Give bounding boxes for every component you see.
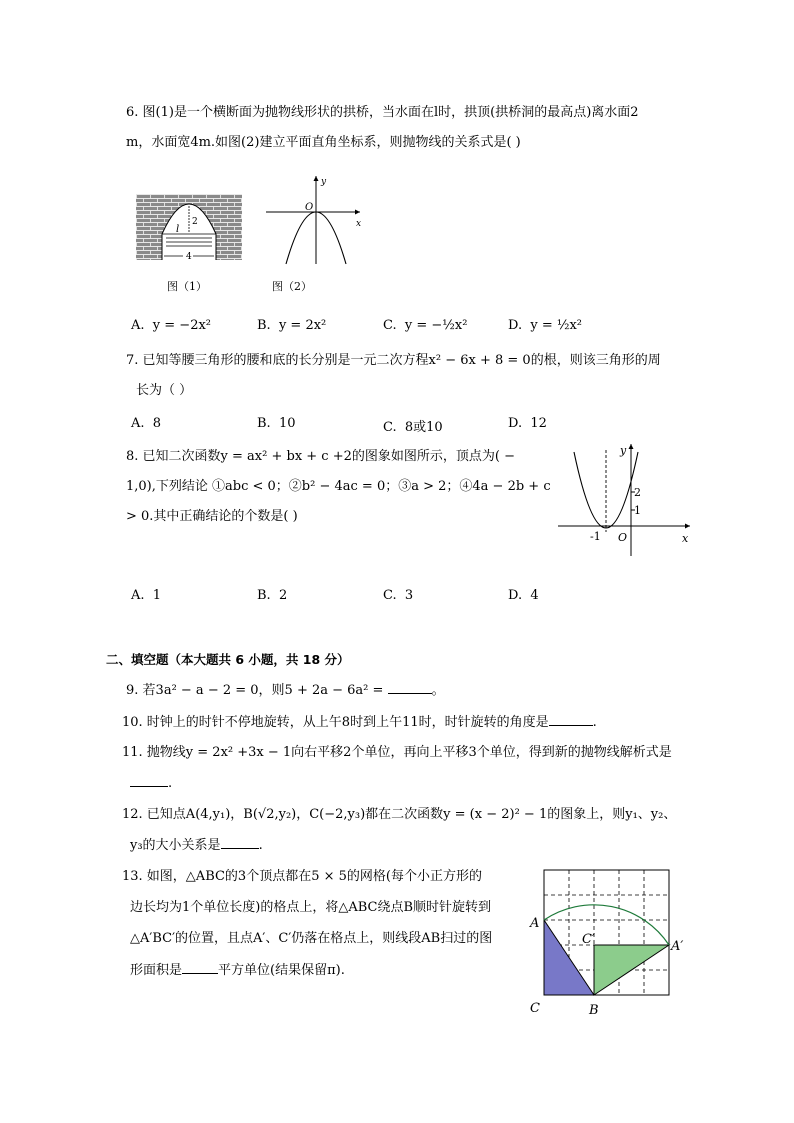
q8-option-d[interactable]: D. 4 xyxy=(508,588,539,603)
q8-number: 8. xyxy=(126,449,139,464)
q7-line1: 7. 已知等腰三角形的腰和底的长分别是一元二次方程x² − 6x + 8 = 0的根，则该三角形的周 xyxy=(126,353,661,368)
q13-line3: △A′BC′的位置，且点A′、C′仍落在格点上，则线段AB扫过的图 xyxy=(130,931,493,946)
q11-line2: . xyxy=(130,774,172,793)
label-a: A xyxy=(530,916,540,931)
q8-option-c[interactable]: C. 3 xyxy=(383,588,414,603)
q8-label-y: y xyxy=(620,444,627,457)
q7-option-b[interactable]: B. 10 xyxy=(257,416,296,431)
q8-line2: 1,0),下列结论 ①abc < 0；②b² − 4ac = 0；③a > 2；④4a − 2b + c xyxy=(126,479,551,494)
q8-line1: 8. 已知二次函数y = ax² + bx + c +2的图象如图所示，顶点为( − xyxy=(126,449,515,464)
q6-fig2-caption: 图（2） xyxy=(272,280,312,293)
q8-label-o: O xyxy=(618,531,628,544)
fig2-label-x: x xyxy=(356,219,362,229)
q13-line1: 13. 如图，△ABC的3个顶点都在5 × 5的网格(每个小正方形的 xyxy=(122,869,482,884)
q7-line2: 长为（ ） xyxy=(136,383,193,398)
q8-option-b[interactable]: B. 2 xyxy=(257,588,288,603)
q11-line1: 11. 抛物线y = 2x² +3x − 1向右平移2个单位，再向上平移3个单位，得到新的抛物线解析式是 xyxy=(122,745,672,760)
q13-line2: 边长均为1个单位长度)的格点上，将△ABC绕点B顺时针旋转到 xyxy=(130,900,492,915)
q7-option-a[interactable]: A. 8 xyxy=(131,416,162,431)
label-c: C xyxy=(530,1001,540,1016)
q8-label-x: x xyxy=(682,532,689,545)
q6-figure1-arch-bridge xyxy=(136,194,242,260)
q13-answer-blank[interactable] xyxy=(182,961,218,974)
q6-option-b[interactable]: B. y = 2x² xyxy=(257,318,327,333)
q8-parabola-graph xyxy=(556,440,696,558)
q10: 10. 时钟上的时针不停地旋转，从上午8时到上午11时，时针旋转的角度是 . xyxy=(122,715,597,730)
q9-number: 9. xyxy=(126,683,139,698)
q13-line4: 形面积是 平方单位(结果保留π). xyxy=(130,963,345,978)
q12-answer-blank[interactable] xyxy=(221,836,259,849)
q9: 9. 若3a² − a − 2 = 0，则5 + 2a − 6a² = 。 xyxy=(126,683,445,698)
q11-answer-blank[interactable] xyxy=(130,774,168,787)
q7-option-c[interactable]: C. 8或10 xyxy=(383,420,443,435)
q6-option-d[interactable]: D. y = ½x² xyxy=(508,318,583,333)
fig1-label-l: l xyxy=(176,224,180,235)
q8-option-a[interactable]: A. 1 xyxy=(131,588,162,603)
q6-line1: 6. 图(1)是一个横断面为抛物线形状的拱桥，当水面在l时，拱顶(拱桥洞的最高点)离水面2 xyxy=(126,105,639,120)
rotation-arc xyxy=(544,905,669,945)
q6-option-c[interactable]: C. y = −½x² xyxy=(383,318,468,333)
q8-label-1: 1 xyxy=(634,504,641,517)
fig2-label-o: O xyxy=(305,202,314,213)
q9-answer-blank[interactable] xyxy=(388,681,432,694)
q6-figure2-parabola xyxy=(262,174,372,266)
q7-option-d[interactable]: D. 12 xyxy=(508,416,547,431)
q12-line2: y₃的大小关系是 . xyxy=(130,838,263,853)
q6-fig1-caption: 图（1） xyxy=(167,280,207,293)
fig1-label-2: 2 xyxy=(192,217,198,227)
q8-label-2: 2 xyxy=(634,486,641,499)
q8-line3: > 0.其中正确结论的个数是( ) xyxy=(126,509,298,524)
q12-line1: 12. 已知点A(4,y₁)，B(√2,y₂)，C(−2,y₃)都在二次函数y = (x − 2)² − 1的图象上，则y₁、y₂、 xyxy=(122,807,677,822)
q13-grid-figure xyxy=(526,864,700,1020)
fig2-label-y: y xyxy=(321,177,327,187)
fig1-label-4: 4 xyxy=(186,252,192,260)
q6-option-a[interactable]: A. y = −2x² xyxy=(131,318,212,333)
label-b: B xyxy=(589,1003,599,1018)
q8-label-minus1: -1 xyxy=(590,530,601,543)
label-c-prime: C′ xyxy=(582,932,595,947)
q6-line2: m，水面宽4m.如图(2)建立平面直角坐标系，则抛物线的关系式是( ) xyxy=(126,135,521,150)
q10-answer-blank[interactable] xyxy=(549,713,593,726)
q7-number: 7. xyxy=(126,353,139,368)
q6-number: 6. xyxy=(126,105,139,120)
label-a-prime: A′ xyxy=(671,939,684,954)
section-heading-fill-in: 二、填空题（本大题共 6 小题，共 18 分） xyxy=(106,652,350,667)
